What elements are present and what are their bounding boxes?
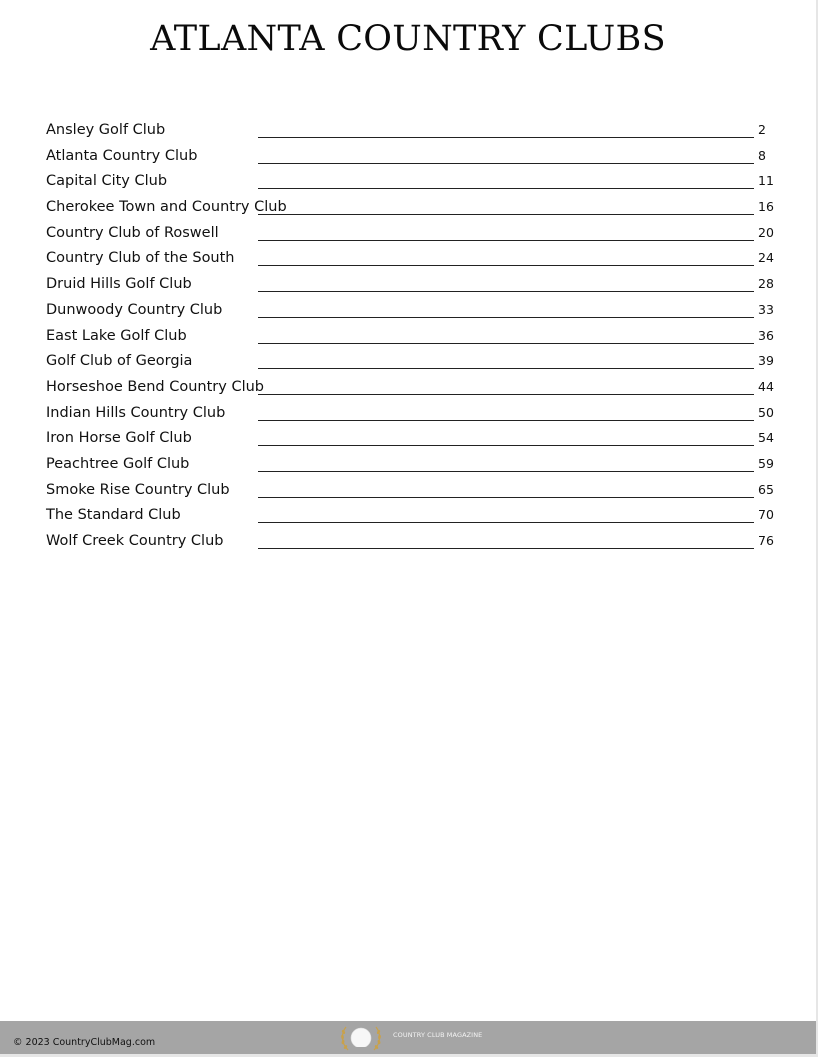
toc-leader-line xyxy=(258,317,754,318)
toc-leader-line xyxy=(258,265,754,266)
toc-leader-line xyxy=(258,188,754,189)
toc-entry-page: 24 xyxy=(758,250,774,266)
toc-entry-page: 2 xyxy=(758,122,766,137)
toc-entry-name: Druid Hills Golf Club xyxy=(46,276,192,293)
toc-leader-line xyxy=(258,368,754,369)
toc-entry-name: Country Club of Roswell xyxy=(46,224,219,241)
toc-entry[interactable] xyxy=(0,426,816,452)
toc-leader-line xyxy=(258,471,754,472)
toc-entry-page: 16 xyxy=(758,199,774,215)
toc-entry[interactable] xyxy=(0,298,816,324)
toc-entry-name: East Lake Golf Club xyxy=(46,327,187,344)
toc-entry-name: Country Club of the South xyxy=(46,250,235,267)
toc-entry-page: 11 xyxy=(758,173,774,189)
toc-entry[interactable] xyxy=(0,452,816,478)
page-title: ATLANTA COUNTRY CLUBS xyxy=(150,19,666,59)
toc-entry-page: 28 xyxy=(758,276,774,292)
toc-entry-name: Cherokee Town and Country Club xyxy=(46,199,287,216)
toc-leader-line xyxy=(258,394,754,395)
toc-entry-page: 44 xyxy=(758,378,774,394)
toc-leader-line xyxy=(258,548,754,549)
toc-entry-page: 54 xyxy=(758,430,774,446)
copyright-notice: © 2023 CountryClubMag.com xyxy=(13,1037,156,1048)
toc-entry-page: 50 xyxy=(758,404,774,420)
toc-entry[interactable] xyxy=(0,503,816,529)
toc-entry-name: Smoke Rise Country Club xyxy=(46,481,230,498)
toc-entry-name: Iron Horse Golf Club xyxy=(46,430,192,447)
toc-leader-line xyxy=(258,163,754,164)
toc-leader-line xyxy=(258,522,754,523)
page-footer xyxy=(0,1021,816,1054)
toc-leader-line xyxy=(258,497,754,498)
toc-entry-name: Horseshoe Bend Country Club xyxy=(46,378,264,395)
toc-entry[interactable] xyxy=(0,324,816,350)
toc-entry-name: Dunwoody Country Club xyxy=(46,301,223,318)
toc-leader-line xyxy=(258,420,754,421)
toc-entry-name: Capital City Club xyxy=(46,173,168,190)
toc-leader-line xyxy=(258,445,754,446)
toc-entry-name: Ansley Golf Club xyxy=(46,122,166,138)
toc-leader-line xyxy=(258,137,754,138)
toc-entry-name: Peachtree Golf Club xyxy=(46,455,190,472)
toc-entry-page: 76 xyxy=(758,533,774,548)
toc-entry[interactable] xyxy=(0,169,816,195)
toc-entry-page: 65 xyxy=(758,481,774,497)
toc-entry-name: The Standard Club xyxy=(46,507,181,524)
toc-entry-page: 33 xyxy=(758,301,774,317)
toc-leader-line xyxy=(258,214,754,215)
toc-entry[interactable] xyxy=(0,221,816,247)
toc-entry[interactable] xyxy=(0,375,816,401)
golf-ball-laurel-icon xyxy=(336,1023,386,1053)
toc-entry-name: Indian Hills Country Club xyxy=(46,404,226,421)
toc-entry-page: 70 xyxy=(758,507,774,523)
toc-entry-name: Atlanta Country Club xyxy=(46,147,198,164)
toc-entry[interactable] xyxy=(0,401,816,427)
toc-entry[interactable] xyxy=(0,272,816,298)
toc-entry-page: 39 xyxy=(758,353,774,369)
table-of-contents xyxy=(0,118,816,555)
toc-entry[interactable] xyxy=(0,144,816,170)
toc-entry[interactable] xyxy=(0,118,816,144)
toc-entry[interactable] xyxy=(0,529,816,555)
toc-leader-line xyxy=(258,343,754,344)
toc-entry[interactable] xyxy=(0,478,816,504)
toc-entry[interactable] xyxy=(0,246,816,272)
toc-entry-page: 20 xyxy=(758,224,774,240)
toc-entry[interactable] xyxy=(0,195,816,221)
toc-entry-name: Wolf Creek Country Club xyxy=(46,533,224,549)
toc-entry-name: Golf Club of Georgia xyxy=(46,353,193,370)
toc-entry-page: 59 xyxy=(758,455,774,471)
toc-entry-page: 36 xyxy=(758,327,774,343)
brand-name: COUNTRY CLUB MAGAZINE xyxy=(393,1031,483,1039)
toc-leader-line xyxy=(258,240,754,241)
toc-entry[interactable] xyxy=(0,349,816,375)
toc-leader-line xyxy=(258,291,754,292)
toc-entry-page: 8 xyxy=(758,147,766,163)
